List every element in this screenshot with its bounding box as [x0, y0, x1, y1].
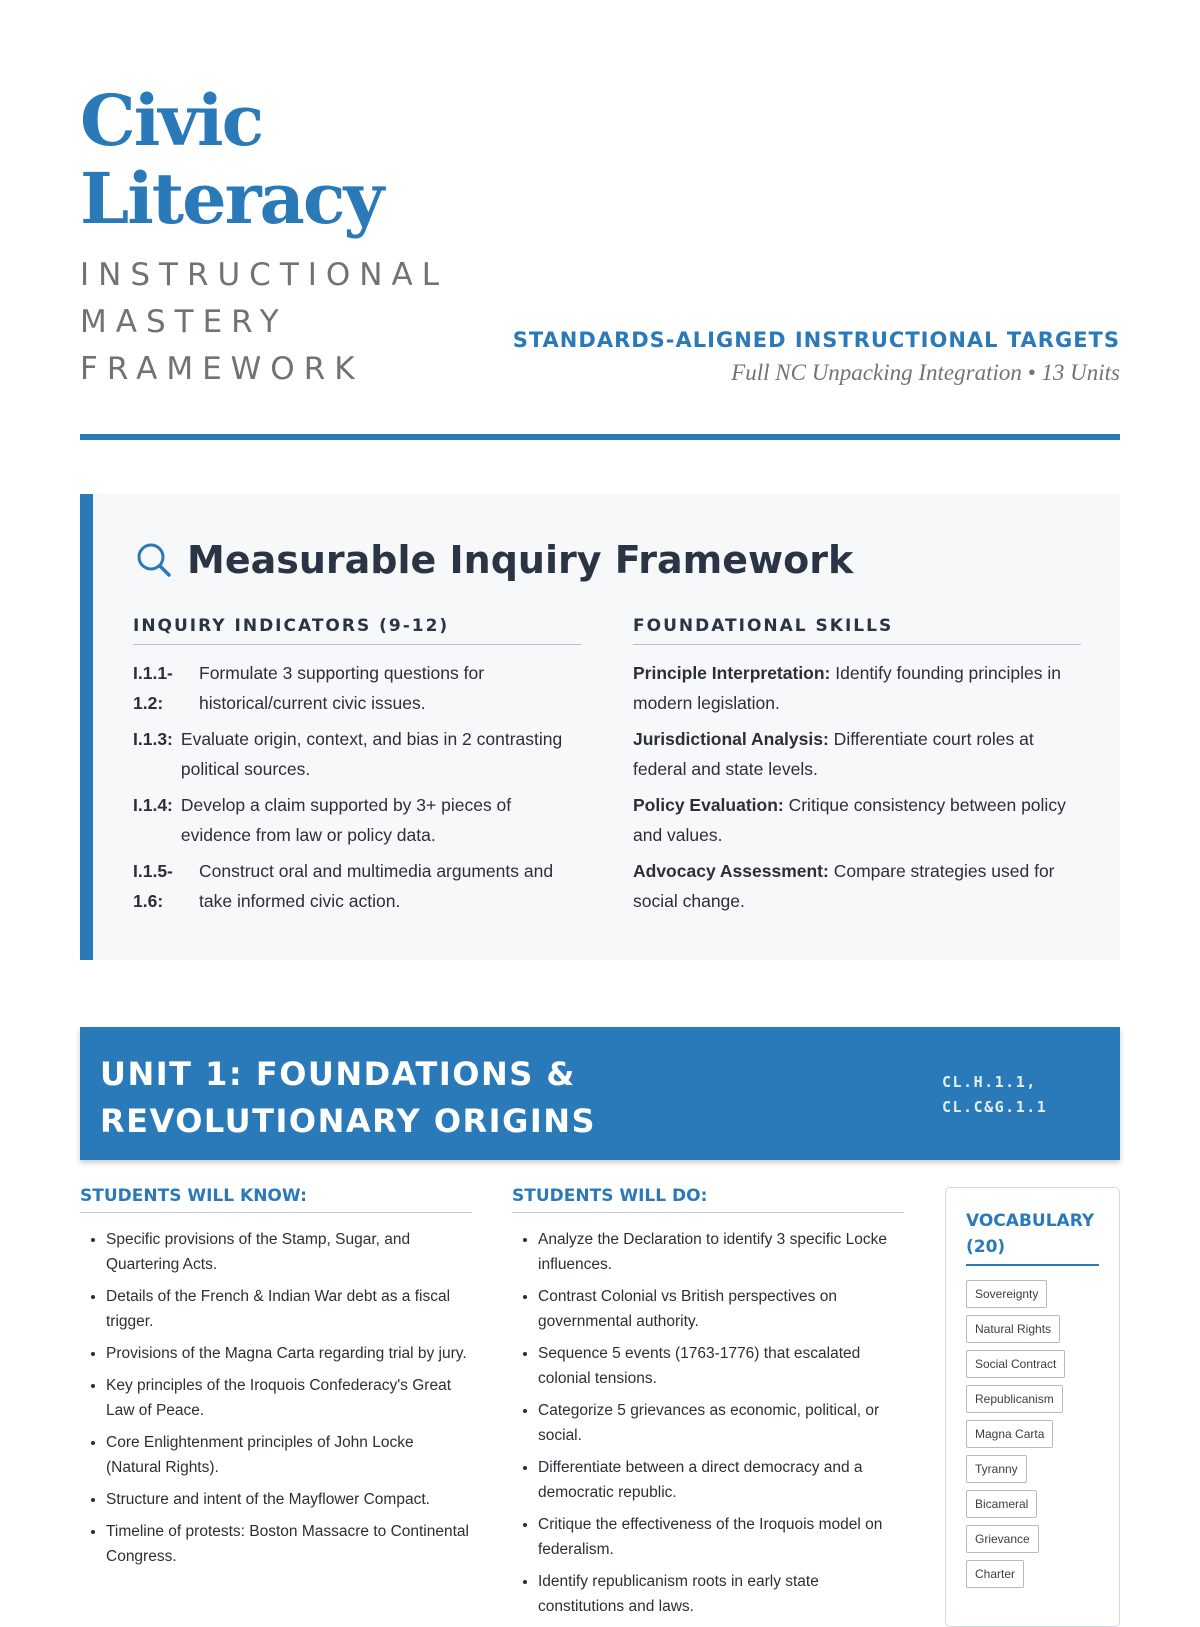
students-will-know-column — [80, 1186, 472, 1576]
list-item: • Analyze the Declaration to identify 3 specific Locke influences. — [538, 1227, 904, 1277]
indicator-text: Construct oral and multimedia arguments and take informed civic action. — [199, 861, 554, 911]
unit-banner — [80, 1027, 1120, 1160]
know-list — [80, 1227, 472, 1569]
skill-label: Jurisdictional Analysis: — [633, 729, 829, 749]
skills-heading: FOUNDATIONAL SKILLS — [633, 616, 1081, 645]
unit-title: UNIT 1: FOUNDATIONS & REVOLUTIONARY ORIGINS — [100, 1055, 597, 1140]
vocab-tag: Natural Rights — [966, 1315, 1060, 1343]
know-heading: STUDENTS WILL KNOW: — [80, 1186, 472, 1213]
list-item: • Sequence 5 events (1763-1776) that escalated colonial tensions. — [538, 1341, 904, 1391]
list-item: • Critique the effectiveness of the Iroquois model on federalism. — [538, 1512, 904, 1562]
document-subtitle — [80, 252, 460, 393]
list-item: • Contrast Colonial vs British perspectives on governmental authority. — [538, 1284, 904, 1334]
document-title — [80, 79, 383, 240]
subtitle-line-1: INSTRUCTIONAL — [80, 257, 448, 293]
vocab-tag: Bicameral — [966, 1490, 1037, 1518]
indicators-heading: INQUIRY INDICATORS (9-12) — [133, 616, 581, 645]
list-item: • Provisions of the Magna Carta regarding trial by jury. — [106, 1341, 472, 1366]
indicator-code: I.1.3: — [133, 729, 173, 749]
indicator-code: I.1.1- 1.2: — [133, 663, 173, 713]
list-item: • Differentiate between a direct democracy and a democratic republic. — [538, 1455, 904, 1505]
vocabulary-heading: VOCABULARY (20) — [966, 1208, 1099, 1266]
skill-text: Differentiate court roles at federal and state levels. — [633, 729, 1034, 779]
skill-label: Advocacy Assessment: — [633, 861, 829, 881]
header-divider — [80, 434, 1120, 440]
vocab-tag: Grievance — [966, 1525, 1039, 1553]
vocab-tag: Sovereignty — [966, 1280, 1047, 1308]
targets-title: STANDARDS-ALIGNED INSTRUCTIONAL TARGETS — [512, 328, 1120, 352]
list-item: • Structure and intent of the Mayflower Compact. — [106, 1487, 472, 1512]
indicator-item — [133, 659, 581, 718]
list-item: • Timeline of protests: Boston Massacre to Continental Congress. — [106, 1519, 472, 1569]
skill-item — [633, 791, 1081, 850]
document-header — [80, 0, 1120, 440]
list-item: • Key principles of the Iroquois Confederacy's Great Law of Peace. — [106, 1373, 472, 1423]
search-icon — [135, 541, 173, 579]
skill-item — [633, 725, 1081, 784]
indicator-item — [133, 857, 581, 916]
students-will-do-column — [512, 1186, 904, 1626]
indicator-item — [133, 791, 581, 850]
list-item: • Identify republicanism roots in early state constitutions and laws. — [538, 1569, 904, 1619]
unit-code: CL.C&G.1.1 — [942, 1098, 1048, 1116]
vocab-tag: Social Contract — [966, 1350, 1065, 1378]
page — [80, 0, 1120, 1615]
foundational-skills-column — [633, 616, 1081, 923]
vocab-tag: Charter — [966, 1560, 1024, 1588]
targets-subtitle: Full NC Unpacking Integration • 13 Units — [731, 360, 1120, 385]
unit-code: CL.H.1.1, — [942, 1073, 1037, 1091]
vocab-tag: Republicanism — [966, 1385, 1063, 1413]
list-item: • Core Enlightenment principles of John Locke (Natural Rights). — [106, 1430, 472, 1480]
skill-text: Compare strategies used for social change. — [633, 861, 1055, 911]
list-item: • Specific provisions of the Stamp, Sugar, and Quartering Acts. — [106, 1227, 472, 1277]
skill-label: Principle Interpretation: — [633, 663, 831, 683]
indicator-item — [133, 725, 581, 784]
subtitle-line-3: FRAMEWORK — [80, 351, 364, 387]
title-line-1: Civic — [80, 79, 263, 162]
do-list — [512, 1227, 904, 1619]
skill-label: Policy Evaluation: — [633, 795, 784, 815]
skill-text: Critique consistency between policy and values. — [633, 795, 1066, 845]
indicator-text: Evaluate origin, context, and bias in 2 contrasting political sources. — [180, 729, 563, 779]
inquiry-framework-panel — [80, 494, 1120, 960]
list-item: • Categorize 5 grievances as economic, political, or social. — [538, 1398, 904, 1448]
targets-block — [513, 328, 1120, 386]
inquiry-title: Measurable Inquiry Framework — [187, 538, 854, 582]
subtitle-line-2: MASTERY — [80, 304, 288, 340]
skill-item — [633, 659, 1081, 718]
inquiry-indicators-column — [133, 616, 581, 923]
list-item: • Details of the French & Indian War debt as a fiscal trigger. — [106, 1284, 472, 1334]
indicator-text: Formulate 3 supporting questions for historical/current civic issues. — [199, 663, 485, 713]
vocab-tag: Magna Carta — [966, 1420, 1053, 1448]
inquiry-header — [135, 538, 853, 582]
vocab-tag: Tyranny — [966, 1455, 1027, 1483]
skill-text: Identify founding principles in modern legislation. — [633, 663, 1061, 713]
do-heading: STUDENTS WILL DO: — [512, 1186, 904, 1213]
indicator-text: Develop a claim supported by 3+ pieces of evidence from law or policy data. — [180, 795, 512, 845]
title-line-2: Literacy — [80, 157, 383, 240]
vocabulary-panel — [945, 1187, 1120, 1627]
indicator-code: I.1.5- 1.6: — [133, 861, 173, 911]
skill-item — [633, 857, 1081, 916]
unit-standard-codes — [942, 1070, 1047, 1120]
indicator-code: I.1.4: — [133, 795, 173, 815]
